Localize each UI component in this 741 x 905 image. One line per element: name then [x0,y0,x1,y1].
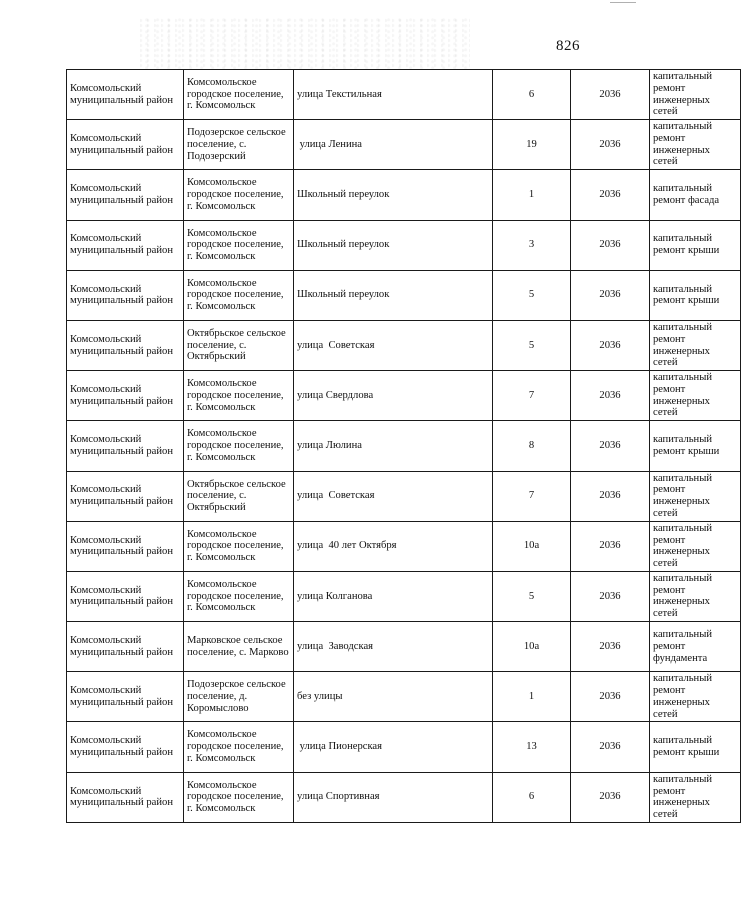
work-type-cell [650,571,741,621]
house-number-text: 10а [523,640,540,652]
year-cell [571,120,650,170]
work-type-text: капитальный ремонт крыши [653,283,720,307]
settlement-text: Октябрьское сельское поселение, с. Октябрьский [187,327,286,363]
house-number-cell [493,722,571,772]
street-text: улица Советская [297,490,375,502]
table-row [67,270,741,320]
work-type-cell [650,471,741,521]
house-number-text: 13 [526,741,537,753]
street-cell [294,722,493,772]
year-text: 2036 [599,540,621,552]
year-cell [571,270,650,320]
work-type-cell [650,70,741,120]
year-text: 2036 [599,741,621,753]
registry-table [66,69,741,823]
table-row [67,672,741,722]
house-number-cell [493,70,571,120]
district-text: Комсомольский муниципальный район [70,685,173,708]
settlement-cell [184,772,294,822]
district-cell [67,170,184,220]
table-row [67,722,741,772]
district-text: Комсомольский муниципальный район [70,634,173,658]
settlement-cell [184,270,294,320]
year-text: 2036 [599,440,621,452]
settlement-cell [184,220,294,270]
street-text: улица Пионерская [297,741,383,753]
work-type-cell [650,722,741,772]
work-type-text: капитальный ремонт инженерных сетей [653,472,713,519]
settlement-text: Комсомольское городское поселение, г. Комсомольск [187,528,284,564]
street-text: улица Заводская [297,640,374,652]
year-cell [571,722,650,772]
district-cell [67,320,184,370]
house-number-text: 1 [528,189,535,201]
year-cell [571,421,650,471]
house-number-cell [493,120,571,170]
house-number-text: 8 [528,440,535,452]
year-cell [571,571,650,621]
district-cell [67,521,184,571]
settlement-cell [184,571,294,621]
settlement-cell [184,471,294,521]
year-text: 2036 [599,640,621,652]
street-cell [294,672,493,722]
district-text: Комсомольский муниципальный район [70,333,173,357]
table-row [67,571,741,621]
work-type-text: капитальный ремонт инженерных сетей [653,573,713,620]
street-cell [294,772,493,822]
table-row [67,320,741,370]
registry-table-body [67,70,741,823]
year-cell [571,371,650,421]
street-cell [294,70,493,120]
settlement-text: Комсомольское городское поселение, г. Комсомольск [187,277,284,313]
district-text: Комсомольский муниципальный район [70,384,173,407]
table-row [67,772,741,822]
year-text: 2036 [599,339,621,351]
work-type-text: капитальный ремонт инженерных сетей [653,773,713,820]
district-cell [67,672,184,722]
work-type-text: капитальный ремонт инженерных сетей [653,673,713,720]
work-type-text: капитальный ремонт крыши [653,434,720,457]
year-text: 2036 [599,138,621,150]
street-cell [294,120,493,170]
year-cell [571,622,650,672]
year-text: 2036 [599,88,621,100]
work-type-cell [650,772,741,822]
house-number-text: 1 [528,690,535,702]
district-text: Комсомольский муниципальный район [70,584,173,608]
street-text: улица Колганова [297,590,373,602]
year-cell [571,471,650,521]
house-number-text: 6 [528,791,535,803]
settlement-text: Комсомольское городское поселение, г. Комсомольск [187,578,284,614]
table-row [67,622,741,672]
district-cell [67,70,184,120]
street-text: улица Люлина [297,440,362,452]
year-cell [571,672,650,722]
house-number-cell [493,622,571,672]
street-text: Школьный переулок [297,189,390,201]
settlement-text: Марковское сельское поселение, с. Марково [187,634,289,658]
street-cell [294,170,493,220]
street-text: улица Свердлова [297,389,374,401]
district-cell [67,421,184,471]
work-type-cell [650,120,741,170]
district-cell [67,571,184,621]
year-cell [571,772,650,822]
year-cell [571,70,650,120]
settlement-text: Комсомольское городское поселение, г. Комсомольск [187,729,284,764]
district-cell [67,120,184,170]
house-number-cell [493,571,571,621]
table-row [67,170,741,220]
work-type-text: капитальный ремонт инженерных сетей [653,71,713,118]
house-number-cell [493,170,571,220]
district-text: Комсомольский муниципальный район [70,283,173,307]
house-number-text: 5 [528,339,535,351]
settlement-text: Подозерское сельское поселение, д. Коромыслово [187,679,286,714]
street-text: без улицы [297,690,343,702]
street-text: улица Текстильная [297,88,382,100]
house-number-cell [493,772,571,822]
street-text: улица 40 лет Октября [297,540,397,552]
work-type-text: капитальный ремонт крыши [653,735,720,759]
work-type-cell [650,170,741,220]
settlement-cell [184,622,294,672]
district-cell [67,371,184,421]
street-text: улица Ленина [297,138,362,150]
district-cell [67,220,184,270]
street-cell [294,622,493,672]
district-text: Комсомольский муниципальный район [70,183,173,206]
year-cell [571,521,650,571]
house-number-text: 7 [528,490,535,502]
work-type-cell [650,220,741,270]
house-number-text: 19 [526,138,537,150]
settlement-cell [184,722,294,772]
district-cell [67,772,184,822]
street-cell [294,521,493,571]
district-cell [67,722,184,772]
settlement-text: Комсомольское городское поселение, г. Комсомольск [187,227,284,262]
table-row [67,421,741,471]
year-text: 2036 [599,490,621,502]
year-text: 2036 [599,389,621,401]
street-cell [294,471,493,521]
settlement-text: Комсомольское городское поселение, г. Комсомольск [187,177,284,212]
house-number-cell [493,672,571,722]
house-number-cell [493,421,571,471]
scan-noise [140,18,470,70]
year-text: 2036 [599,239,621,251]
work-type-cell [650,421,741,471]
settlement-text: Подозерское сельское поселение, с. Подозерский [187,127,286,162]
district-cell [67,471,184,521]
year-cell [571,170,650,220]
year-cell [571,320,650,370]
work-type-text: капитальный ремонт инженерных сетей [653,372,713,419]
district-text: Комсомольский муниципальный район [70,233,173,257]
settlement-text: Комсомольское городское поселение, г. Комсомольск [187,77,284,112]
house-number-text: 10а [523,540,540,552]
year-text: 2036 [599,289,621,301]
work-type-cell [650,371,741,421]
house-number-cell [493,521,571,571]
settlement-text: Комсомольское городское поселение, г. Комсомольск [187,428,284,463]
street-cell [294,270,493,320]
house-number-text: 6 [528,88,535,100]
house-number-text: 7 [528,389,535,401]
settlement-cell [184,521,294,571]
work-type-cell [650,622,741,672]
table-row [67,371,741,421]
table-row [67,220,741,270]
work-type-text: капитальный ремонт инженерных сетей [653,121,713,168]
district-text: Комсомольский муниципальный район [70,735,173,759]
settlement-cell [184,70,294,120]
work-type-cell [650,270,741,320]
settlement-cell [184,672,294,722]
settlement-cell [184,371,294,421]
work-type-cell [650,672,741,722]
district-text: Комсомольский муниципальный район [70,82,173,106]
table-row [67,471,741,521]
work-type-text: капитальный ремонт инженерных сетей [653,322,713,369]
work-type-cell [650,521,741,571]
corner-mark [610,2,636,3]
table-row [67,70,741,120]
year-text: 2036 [599,590,621,602]
district-text: Комсомольский муниципальный район [70,484,173,508]
year-text: 2036 [599,189,621,201]
street-cell [294,571,493,621]
house-number-cell [493,220,571,270]
year-cell [571,220,650,270]
page-number: 826 [556,38,580,54]
settlement-cell [184,120,294,170]
table-row [67,521,741,571]
settlement-text: Комсомольское городское поселение, г. Комсомольск [187,378,284,413]
house-number-cell [493,320,571,370]
street-text: улица Советская [297,339,375,351]
house-number-text: 3 [528,239,535,251]
settlement-cell [184,170,294,220]
street-cell [294,220,493,270]
work-type-text: капитальный ремонт инженерных сетей [653,522,713,569]
street-cell [294,320,493,370]
settlement-text: Октябрьское сельское поселение, с. Октябрьский [187,478,286,513]
house-number-cell [493,270,571,320]
district-text: Комсомольский муниципальный район [70,534,173,558]
settlement-cell [184,421,294,471]
house-number-cell [493,471,571,521]
district-text: Комсомольский муниципальный район [70,434,173,457]
district-cell [67,270,184,320]
house-number-cell [493,371,571,421]
work-type-text: капитальный ремонт фасада [653,183,720,206]
street-text: Школьный переулок [297,289,390,301]
street-cell [294,421,493,471]
house-number-text: 5 [528,590,535,602]
house-number-text: 5 [528,289,535,301]
year-text: 2036 [599,791,621,803]
district-text: Комсомольский муниципальный район [70,133,173,156]
street-text: улица Спортивная [297,791,380,803]
settlement-text: Комсомольское городское поселение, г. Комсомольск [187,779,284,815]
table-row [67,120,741,170]
settlement-cell [184,320,294,370]
year-text: 2036 [599,690,621,702]
district-text: Комсомольский муниципальный район [70,785,173,809]
street-text: Школьный переулок [297,239,390,251]
street-cell [294,371,493,421]
work-type-cell [650,320,741,370]
district-cell [67,622,184,672]
work-type-text: капитальный ремонт крыши [653,233,720,257]
work-type-text: капитальный ремонт фундамента [653,629,713,664]
